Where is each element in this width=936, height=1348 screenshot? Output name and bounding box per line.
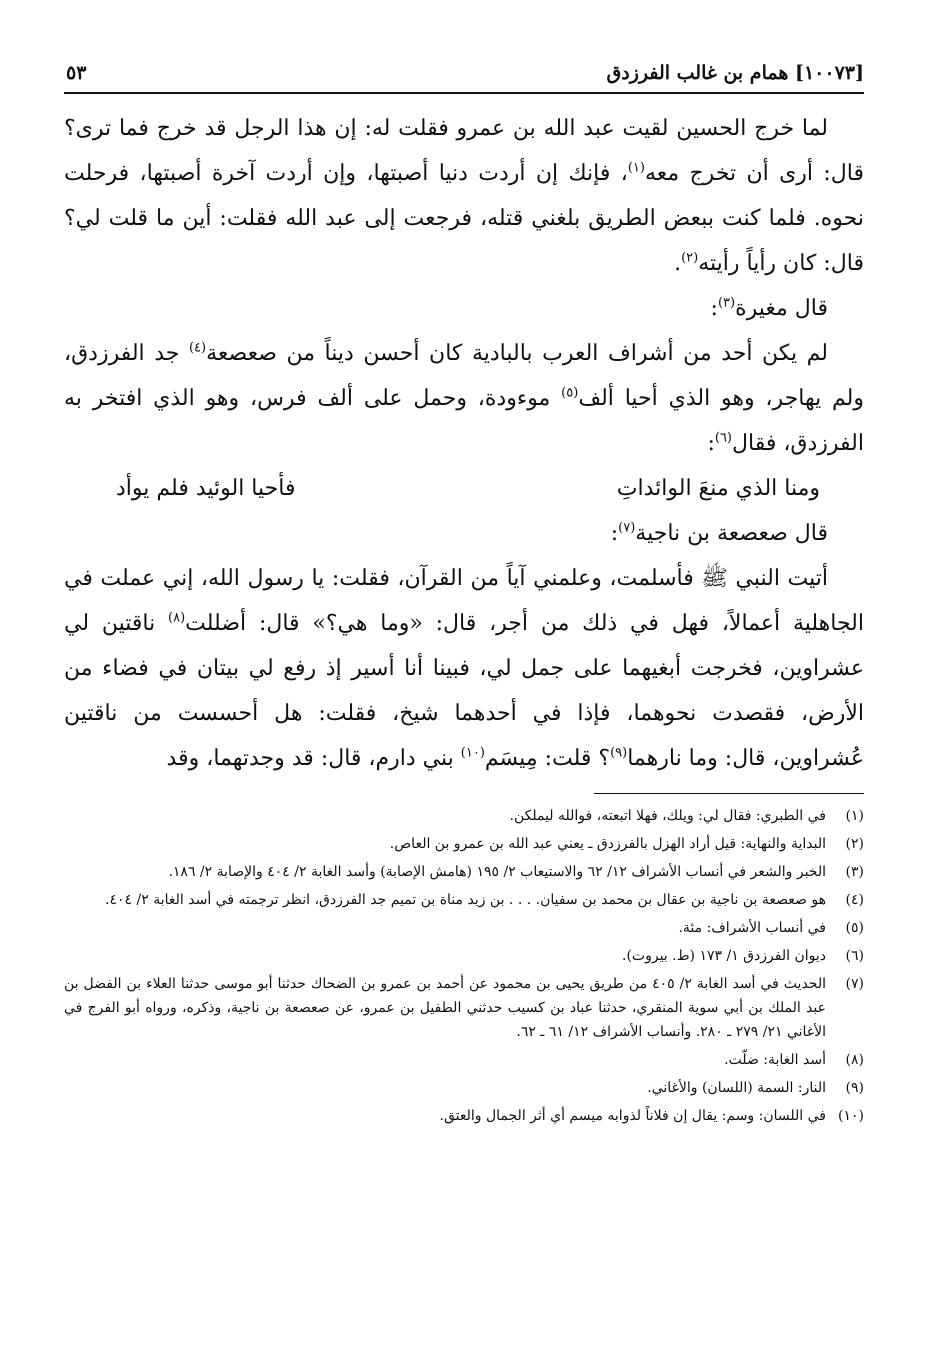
footnote: (٧) الحديث في أسد الغابة ٢/ ٤٠٥ من طريق يحيى بن محمود عن أحمد بن عمرو بن الضحاك حدثنا أبو موسى حدثنا العلاء بن الفضل بن عبد الملك بن أبي سوية المنقري، حدثنا عباد بن كسيب حدثني الطفيل بن عمرو، عن صعصعة بن ناجية، وذكره، ورواه أبو الفرج في الأغاني ٢١/ ٢٧٩ ـ ٢٨٠. وأنساب الأشراف ١٢/ ٦١ ـ ٦٢. [64, 976, 864, 1040]
paragraph-5: أتيت النبي ﷺ فأسلمت، وعلمني آياً من القرآن، فقلت: يا رسول الله، إني عملت في الجاهلية أعمالاً، فهل في ذلك من أجر، قال: «وما هي؟» قال: أضللت$^{(٨)}$ ناقتين لي عشراوين، فخرجت أبغيهما على جمل لي، فبينا أنا أسير إذ رفع لي بيتان في فضاء من الأرض، فقصدت نحوهما، فإذا في أحدهما شيخ، فقلت: هل أحسست من ناقتين عُشراوين، قال: وما نارهما$^{(٩)}$؟ قلت: مِيسَم$^{(١٠)}$ بني دارم، قال: قد وجدتهما، وقد [64, 566, 864, 771]
footnote: (١٠) في اللسان: وسم: يقال إن فلاناً لذوابه ميسم أي أثر الجمال والعتق. [439, 1108, 864, 1124]
paragraph-1: لما خرج الحسين لقيت عبد الله بن عمرو فقلت له: إن هذا الرجل قد خرج فما ترى؟ قال: أرى أن تخرج معه$^{(١)}$، فإنك إن أردت دنيا أصبتها، وإن أردت آخرة أصبتها، فرحلت نحوه. فلما كنت ببعض الطريق بلغني قتله، فرجعت إلى عبد الله فقلت: أين ما قلت لي؟ قال: كان رأياً رأيته$^{(٢)}$. [64, 116, 864, 276]
footnote: (٥) في أنساب الأشراف: مئة. [678, 920, 864, 936]
paragraph-3: لم يكن أحد من أشراف العرب بالبادية كان أحسن ديناً من صعصعة$^{(٤)}$ جد الفرزدق، ولم يهاجر، وهو الذي أحيا ألف$^{(٥)}$ موءودة، وحمل على ألف فرس، وهو الذي افتخر به الفرزدق، فقال$^{(٦)}$: [64, 340, 864, 456]
footnote: (٨) أسد الغابة: ضلّت. [724, 1052, 864, 1068]
footnote-ref-1: (١) [627, 160, 645, 176]
footnote: (٣) الخبر والشعر في أنساب الأشراف ١٢/ ٦٢ والاستيعاب ٢/ ١٩٥ (هامش الإصابة) وأسد الغابة ٢/ ٤٠٤ والإصابة ٢/ ١٨٦. [168, 864, 864, 880]
footnote-divider [594, 793, 864, 794]
paragraph-4: قال صعصعة بن ناجية$^{(٧)}$: [610, 520, 828, 546]
page-number: ٥٣ [66, 62, 87, 84]
footnotes [64, 804, 864, 1128]
footnote: (١) في الطبري: فقال لي: ويلك، فهلا اتبعته، فوالله ليملكن. [509, 808, 864, 824]
footnote-ref-3: (٣) [717, 295, 736, 311]
header-title: [١٠٠٧٣] همام بن غالب الفرزدق [606, 62, 864, 84]
footnote-ref-6: (٦) [714, 430, 732, 446]
footnote-ref-8: (٨) [168, 610, 186, 626]
poetry-verse [64, 466, 864, 511]
footnote-ref-4: (٤) [188, 340, 207, 356]
verse-second-hemistich: فأحيا الوئيد فلم يوأد [116, 476, 296, 501]
paragraph-2: قال مغيرة$^{(٣)}$: [710, 295, 828, 321]
main-text [64, 106, 864, 781]
footnote: (٩) النار: السمة (اللسان) والأغاني. [647, 1080, 864, 1096]
footnote: (٤) هو صعصعة بن ناجية بن عقال بن محمد بن سفيان. . . . بن زيد مناة بن تميم جد الفرزدق، انظر ترجمته في أسد الغابة ٢/ ٤٠٤. [105, 892, 864, 908]
running-header [64, 56, 864, 94]
footnote-ref-10: (١٠) [460, 745, 485, 761]
footnote-ref-9: (٩) [610, 745, 628, 761]
footnote: (٦) ديوان الفرزدق ١/ ١٧٣ (ط. بيروت). [622, 948, 864, 964]
footnote-ref-7: (٧) [618, 520, 636, 536]
footnote-ref-2: (٢) [681, 250, 699, 266]
book-page [64, 56, 864, 1132]
footnote: (٢) البداية والنهاية: قيل أراد الهزل بالفرزدق ـ يعني عبد الله بن عمرو بن العاص. [389, 836, 864, 852]
footnote-ref-5: (٥) [561, 385, 579, 401]
verse-first-hemistich: ومنا الذي منعَ الوائداتِ [616, 476, 820, 501]
